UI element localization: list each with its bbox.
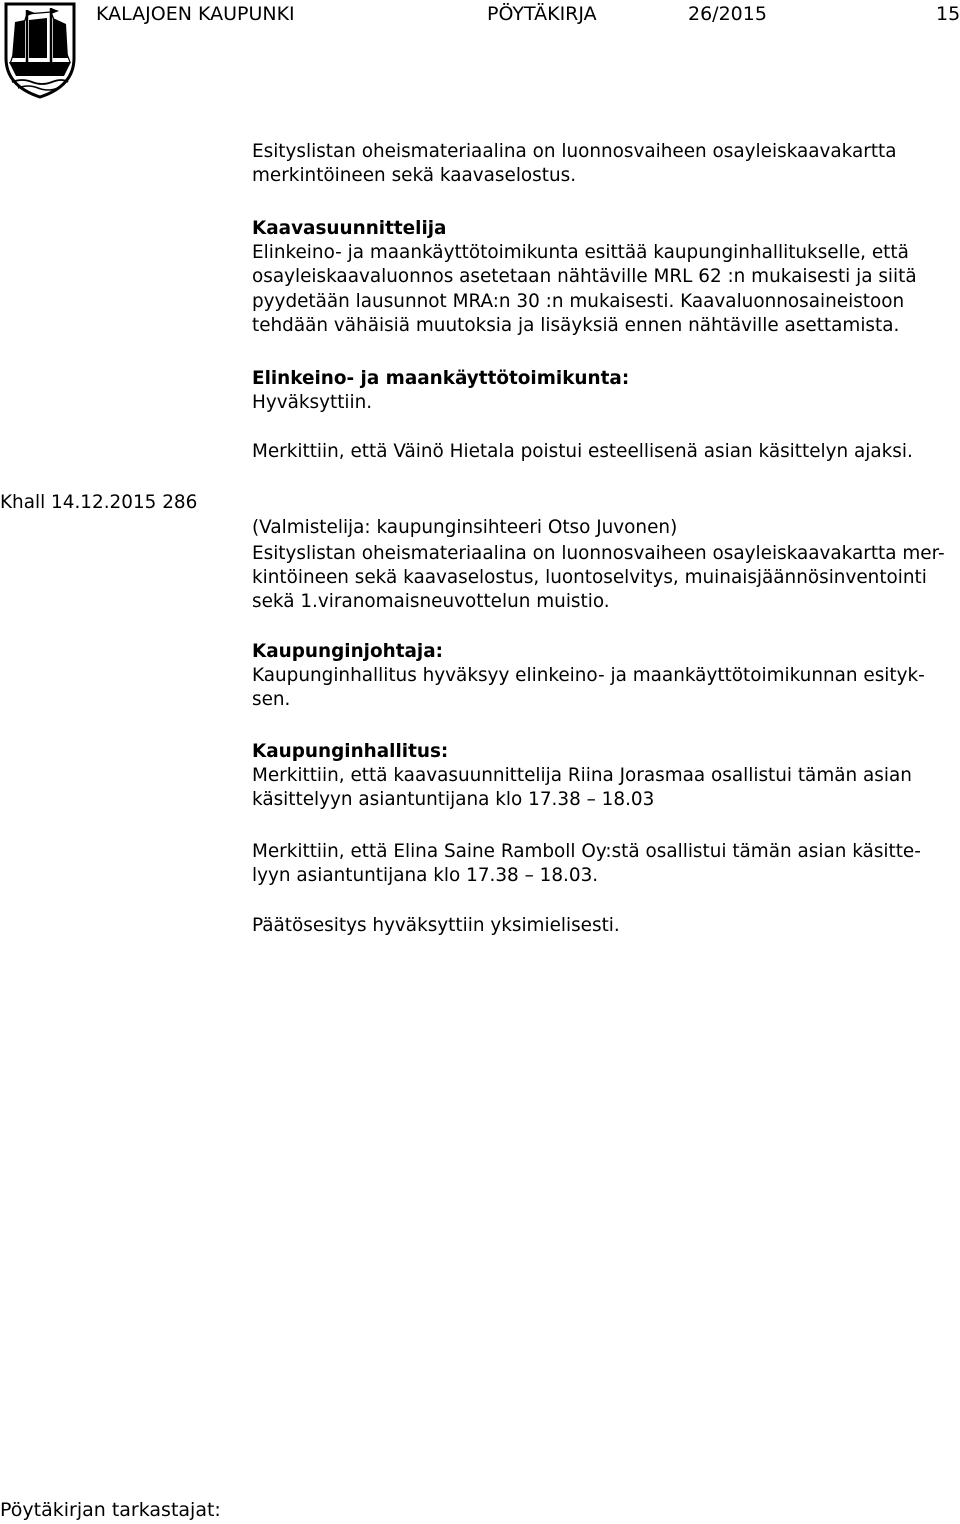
text-line: merkintöineen sekä kaavaselostus.: [252, 165, 577, 187]
document-type: PÖYTÄKIRJA: [487, 3, 597, 25]
text-line: Päätösesitys hyväksyttiin yksimielisesti.: [252, 915, 620, 936]
preparer-line: [252, 516, 952, 540]
text-line: Hyväksyttiin.: [252, 392, 373, 414]
text-line: kintöineen sekä kaavaselostus, luontoselvitys, muinaisjäännösinventointi: [252, 567, 927, 589]
page-number: 15: [936, 3, 960, 25]
planner-proposal: [252, 217, 952, 338]
committee-heading: Elinkeino- ja maankäyttötoimikunta:: [252, 368, 630, 389]
final-decision: [252, 914, 952, 938]
mayor-proposal: [252, 640, 952, 713]
board-section: [252, 740, 952, 813]
meeting-reference: Khall 14.12.2015 286: [0, 492, 198, 513]
text-line: käsittelyyn asiantuntijana klo 17.38 – 18.03: [252, 789, 655, 811]
minutes-reviewers-label: Pöytäkirjan tarkastajat:: [0, 1499, 221, 1521]
mayor-heading: Kaupunginjohtaja:: [252, 641, 443, 662]
text-line: Esityslistan oheismateriaalina on luonnosvaiheen osayleiskaavakartta: [252, 141, 897, 162]
document-number: 26/2015: [688, 3, 767, 25]
text-line: tehdään vähäisiä muutoksia ja lisäyksiä ennen nähtäville asettamista.: [252, 314, 900, 336]
text-line: Merkittiin, että Väinö Hietala poistui esteellisenä asian käsittelyn ajaksi.: [252, 441, 913, 462]
committee-note: [252, 440, 952, 464]
ship-coat-of-arms-icon: [0, 0, 80, 100]
committee-decision: [252, 367, 952, 415]
text-line: Kaupunginhallitus hyväksyy elinkeino- ja maankäyttötoimikunnan esityk-: [252, 665, 925, 687]
text-line: lyyn asiantuntijana klo 17.38 – 18.03.: [252, 865, 599, 887]
text-line: (Valmistelija: kaupunginsihteeri Otso Juvonen): [252, 517, 678, 538]
municipality-name: KALAJOEN KAUPUNKI: [96, 3, 295, 25]
text-line: osayleiskaavaluonnos asetetaan nähtäville MRL 62 :n mukaisesti ja siitä: [252, 266, 917, 288]
text-line: Esityslistan oheismateriaalina on luonnosvaiheen osayleiskaavakartta mer-: [252, 543, 945, 564]
text-line: Merkittiin, että kaavasuunnittelija Riina Jorasmaa osallistui tämän asian: [252, 765, 912, 787]
text-line: pyydetään lausunnot MRA:n 30 :n mukaisesti. Kaavaluonnosaineistoon: [252, 290, 905, 312]
planner-heading: Kaavasuunnittelija: [252, 218, 447, 239]
materials-paragraph: [252, 542, 952, 615]
text-line: Elinkeino- ja maankäyttötoimikunta esittää kaupunginhallitukselle, että: [252, 242, 909, 264]
text-line: sekä 1.viranomaisneuvottelun muistio.: [252, 591, 610, 613]
text-line: sen.: [252, 689, 291, 711]
page-header: [0, 0, 960, 30]
intro-paragraph: [252, 140, 952, 188]
board-heading: Kaupunginhallitus:: [252, 741, 449, 762]
text-line: Merkittiin, että Elina Saine Ramboll Oy:stä osallistui tämän asian käsitte-: [252, 841, 921, 862]
board-note-2: [252, 840, 952, 888]
